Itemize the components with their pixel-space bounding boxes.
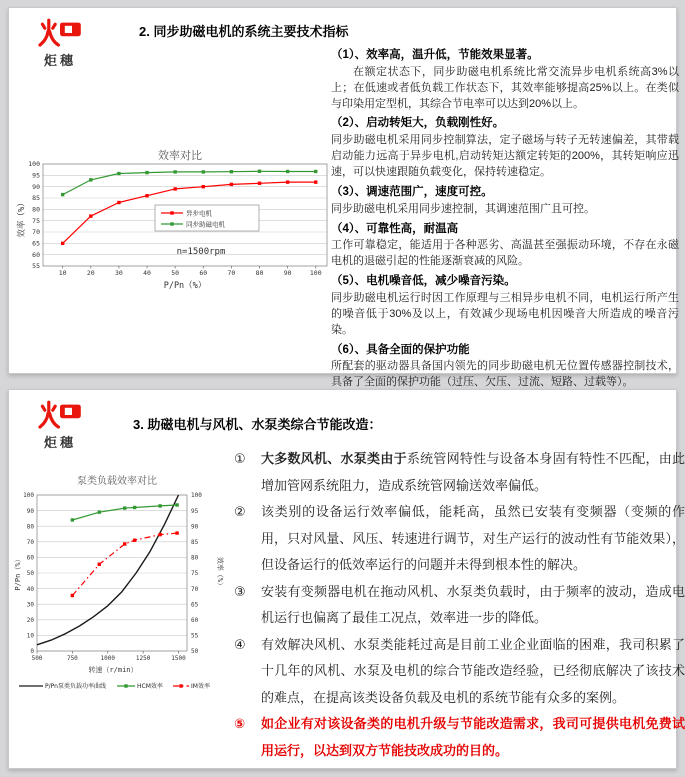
- section-4-heading: （4）、可靠性高，耐温高: [331, 222, 459, 235]
- svg-text:60: 60: [191, 617, 199, 624]
- svg-text:55: 55: [32, 262, 40, 271]
- svg-text:1000: 1000: [100, 655, 115, 662]
- svg-text:40: 40: [143, 269, 151, 277]
- svg-text:40: 40: [26, 585, 34, 593]
- list-item-3-body: 安装有变频器电机在拖动风机、水泵类负载时，由于频率的波动，造成电机运行也偏离了最佳工况点，效率进一步的降低。: [261, 583, 685, 625]
- list-item-5-number: ⑤: [234, 716, 246, 731]
- page-1-text-column: [331, 44, 679, 391]
- section-6: [331, 342, 679, 392]
- section-3: [331, 184, 679, 218]
- svg-text:n=1500rpm: n=1500rpm: [176, 247, 226, 257]
- svg-text:95: 95: [191, 507, 199, 515]
- svg-text:50: 50: [191, 648, 199, 656]
- list-item-5-body: 如企业有对该设备类的电机升级与节能改造需求，我司可提供电机免费试用运行，以达到双方节能技改成功的目的。: [261, 716, 685, 758]
- section-5-heading: （5）、电机噪音低，减少噪音污染。: [331, 275, 516, 288]
- list-item-1-number: ①: [234, 451, 246, 466]
- logo-text: 炬穗: [43, 435, 76, 450]
- svg-text:效率对比: 效率对比: [158, 149, 202, 162]
- svg-text:85: 85: [191, 539, 199, 546]
- svg-text:100: 100: [191, 492, 202, 500]
- svg-text:IM效率: IM效率: [191, 683, 210, 691]
- svg-text:20: 20: [86, 269, 95, 277]
- section-6-heading: （6）、具备全面的保护功能: [331, 343, 470, 356]
- svg-text:10: 10: [26, 632, 34, 640]
- svg-text:泵类负载效率对比: 泵类负载效率对比: [77, 476, 157, 487]
- page-2-panel: [8, 389, 685, 769]
- list-item-2: [233, 499, 685, 579]
- pump-load-efficiency-chart: [13, 469, 229, 714]
- section-2: [331, 115, 679, 180]
- svg-text:90: 90: [283, 269, 292, 277]
- section-6-body: 所配套的驱动器具备国内领先的同步助磁电机无位置传感器控制技术，具备了全面的保护功能（过压、欠压、过流、短路、过载等）。: [331, 360, 679, 389]
- svg-text:1500: 1500: [171, 655, 186, 662]
- svg-text:100: 100: [28, 160, 40, 169]
- list-item-3-number: ③: [234, 583, 246, 599]
- svg-text:转速（r/min）: 转速（r/min）: [88, 666, 138, 674]
- svg-text:50: 50: [171, 269, 180, 277]
- section-5-body: 同步助磁电机运行时因工作原理与三相异步电机不同，电机运行所产生的噪音低于30%及以上，有效减少现场电机因噪音大所造成的噪音污染。: [331, 291, 679, 336]
- svg-text:100: 100: [309, 269, 322, 277]
- section-5: [331, 273, 679, 338]
- svg-text:30: 30: [115, 269, 123, 277]
- svg-text:60: 60: [32, 250, 40, 259]
- svg-text:效率（%）: 效率（%）: [216, 556, 224, 590]
- svg-text:75: 75: [191, 570, 199, 578]
- svg-text:1250: 1250: [135, 655, 151, 662]
- svg-text:80: 80: [191, 554, 199, 562]
- svg-text:HCM效率: HCM效率: [137, 683, 163, 691]
- section-2-body: 同步助磁电机采用同步控制算法，定子磁场与转子无转速偏差，其带载启动能力远高于异步电机,启动转矩达额定转矩的200%，其转矩响应迅速，可以快速跟随负载变化，保持转速稳定。: [331, 134, 679, 179]
- svg-text:P/Pn（%）: P/Pn（%）: [14, 555, 22, 591]
- svg-text:95: 95: [32, 171, 40, 180]
- section-2-heading: （2）、启动转矩大，负载刚性好。: [331, 117, 505, 130]
- page-1-panel: [8, 7, 679, 389]
- list-item-4-body: 有效解决风机、水泵类能耗过高是目前工业企业面临的困难，我司积累了十几年的风机、水泵及电机的综合节能改造经验，已经彻底解决了该技术的难点，在提高该类设备负载及电机的系统节能有众多的案例。: [261, 636, 685, 705]
- svg-text:100: 100: [23, 492, 34, 500]
- svg-text:70: 70: [191, 585, 199, 593]
- svg-text:55: 55: [191, 632, 199, 640]
- list-item-1-body: 系统管网特性与设备本身固有特性不匹配，由此增加管网系统阻力，造成系统管网输送效率偏低。: [261, 451, 685, 493]
- svg-text:异步电机: 异步电机: [186, 209, 212, 218]
- svg-text:P/Pn（%）: P/Pn（%）: [163, 281, 207, 291]
- svg-text:70: 70: [32, 228, 40, 237]
- section-3-body: 同步助磁电机采用同步速控制，其调速范围广且可控。: [331, 202, 595, 215]
- svg-text:20: 20: [26, 617, 34, 624]
- logo-text: 炬穗: [43, 53, 76, 68]
- list-item-5-highlighted: [233, 711, 685, 764]
- svg-text:750: 750: [66, 655, 78, 662]
- svg-text:P/Pn泵类负载功率曲线: P/Pn泵类负载功率曲线: [45, 683, 106, 691]
- svg-text:85: 85: [32, 194, 40, 203]
- section-1: [331, 47, 679, 112]
- page-2-title: 3. 助磁电机与风机、水泵类综合节能改造：: [133, 417, 382, 432]
- page-1-title: 2. 同步助磁电机的系统主要技术指标: [139, 24, 349, 39]
- company-logo: [29, 398, 91, 451]
- svg-text:60: 60: [26, 554, 34, 562]
- svg-text:60: 60: [199, 269, 208, 277]
- svg-text:10: 10: [58, 269, 67, 277]
- svg-text:90: 90: [32, 182, 40, 191]
- page-2-list: [233, 446, 685, 764]
- list-item-1: [233, 446, 685, 499]
- company-logo: [29, 16, 91, 69]
- svg-text:30: 30: [26, 601, 34, 609]
- svg-text:同步助磁电机: 同步助磁电机: [186, 220, 225, 229]
- svg-text:65: 65: [191, 601, 199, 609]
- svg-text:90: 90: [191, 523, 199, 531]
- svg-text:70: 70: [26, 539, 34, 546]
- flame-logo-icon: [36, 398, 84, 432]
- svg-text:90: 90: [26, 507, 34, 515]
- section-1-body: 在额定状态下，同步助磁电机系统比常交流异步电机系统高3%以上；在低速或者低负载工作状态下，其效率能够提高25%以上。在类似与印染用定型机，其综合节电率可以达到20%以上。: [331, 65, 679, 110]
- svg-text:80: 80: [32, 205, 40, 214]
- svg-text:50: 50: [26, 570, 34, 578]
- svg-text:0: 0: [30, 648, 34, 656]
- svg-text:500: 500: [31, 655, 43, 662]
- svg-text:65: 65: [32, 239, 40, 248]
- list-item-2-number: ②: [234, 504, 246, 519]
- section-3-heading: （3）、调速范围广，速度可控。: [331, 185, 493, 198]
- svg-text:80: 80: [26, 523, 34, 531]
- svg-text:70: 70: [227, 269, 236, 277]
- list-item-1-lead: 大多数风机、水泵类由于: [261, 451, 407, 466]
- section-4-body: 工作可靠稳定，能适用于各种恶劣、高温甚至强振动环境，不存在永磁电机的退磁引起的性能逐渐衰减的风险。: [331, 239, 679, 268]
- svg-text:效率（%）: 效率（%）: [17, 198, 27, 238]
- efficiency-comparison-chart: [15, 148, 337, 298]
- list-item-3: [233, 579, 685, 632]
- list-item-4: [233, 632, 685, 712]
- svg-text:80: 80: [255, 269, 264, 277]
- svg-text:75: 75: [32, 216, 40, 225]
- section-1-heading: （1）、效率高，温升低，节能效果显著。: [331, 49, 539, 61]
- flame-logo-icon: [36, 16, 84, 50]
- list-item-2-body: 该类别的设备运行效率偏低，能耗高，虽然已安装有变频器（变频的作用，只对风量、风压、转速进行调节，对生产运行的波动性有节能效果），但设备运行的低效率运行的问题并未得到根本性的解决。: [261, 504, 685, 572]
- section-4: [331, 221, 679, 271]
- list-item-4-number: ④: [234, 636, 246, 652]
